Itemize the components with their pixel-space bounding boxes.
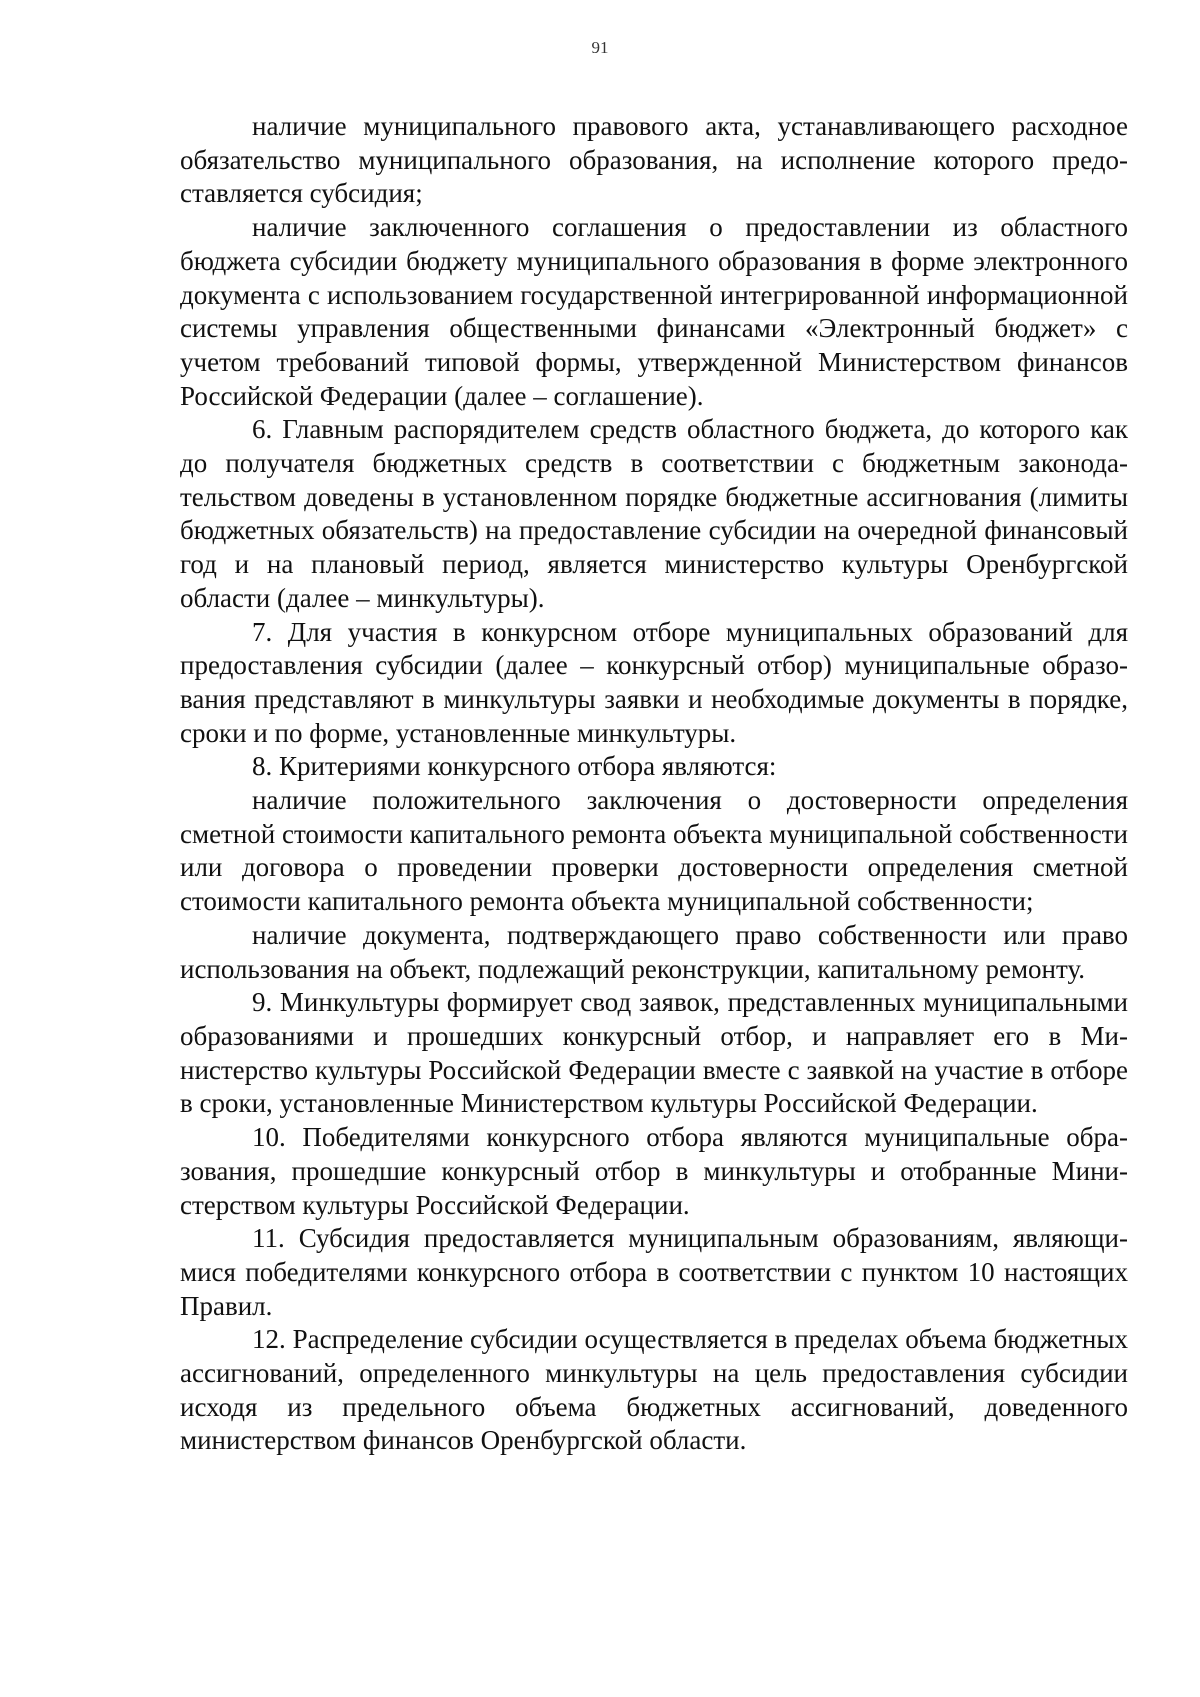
page-number: 91: [591, 38, 609, 57]
paragraph-positive-conclusion: наличие положительного заключения о достоверности определения сметной стоимости капитального ремонта объекта муниципальной собственности или договора о проведении проверки достоверности определения сметной стоимости капитального ремонта объекта муниципальной собственности;: [180, 785, 1128, 917]
paragraph-item-10: 10. Победителями конкурсного отбора являются муниципальные образования, прошедшие конкурсный отбор в минкультуры и отобранные Министерством культуры Российской Федерации.: [180, 1122, 1128, 1220]
paragraph-item-8: 8. Критериями конкурсного отбора являются:: [252, 751, 777, 782]
paragraph-item-7: 7. Для участия в конкурсном отборе муниципальных образований для предоставления субсидии (далее – конкурсный отбор) муниципальные образования представляют в минкультуры заявки и необходимые документы в порядке, сроки и по форме, установленные минкультуры.: [180, 616, 1128, 748]
paragraph-item-6: 6. Главным распорядителем средств областного бюджета, до которого как до получателя бюджетных средств в соответствии с бюджетным законодательством доведены в установленном порядке бюджетные ассигнования (лимиты бюджетных обязательств) на предоставление субсидии на очередной финансовый год и на плановый период, является министерство культуры Оренбургской области (далее – минкультуры).: [180, 414, 1128, 613]
paragraph-municipal-act: наличие муниципального правового акта, устанавливающего расходное обязательство муниципального образования, на исполнение которого предоставляется субсидия;: [180, 111, 1128, 209]
paragraph-item-9: 9. Минкультуры формирует свод заявок, представленных муниципальными образованиями и прошедших конкурсный отбор, и направляет его в Министерство культуры Российской Федерации вместе с заявкой на участие в отборе в сроки, установленные Министерством культуры Российской Федерации.: [180, 987, 1128, 1119]
document-body: [180, 110, 1128, 1458]
paragraph-item-11: 11. Субсидия предоставляется муниципальным образованиям, являющимися победителями конкурсного отбора в соответствии с пунктом 10 настоящих Правил.: [180, 1223, 1128, 1321]
paragraph-agreement: наличие заключенного соглашения о предоставлении из областного бюджета субсидии бюджету муниципального образования в форме электронного документа с использованием государственной интегрированной информационной системы управления общественными финансами «Электронный бюджет» с учетом требований типовой формы, утвержденной Министерством финансов Российской Федерации (далее – соглашение).: [180, 212, 1128, 411]
paragraph-item-12: 12. Распределение субсидии осуществляется в пределах объема бюджетных ассигнований, определенного минкультуры на цель предоставления субсидии исходя из предельного объема бюджетных ассигнований, доведенного министерством финансов Оренбургской области.: [180, 1324, 1128, 1456]
paragraph-ownership-document: наличие документа, подтверждающего право собственности или право использования на объект, подлежащий реконструкции, капитальному ремонту.: [180, 919, 1128, 984]
